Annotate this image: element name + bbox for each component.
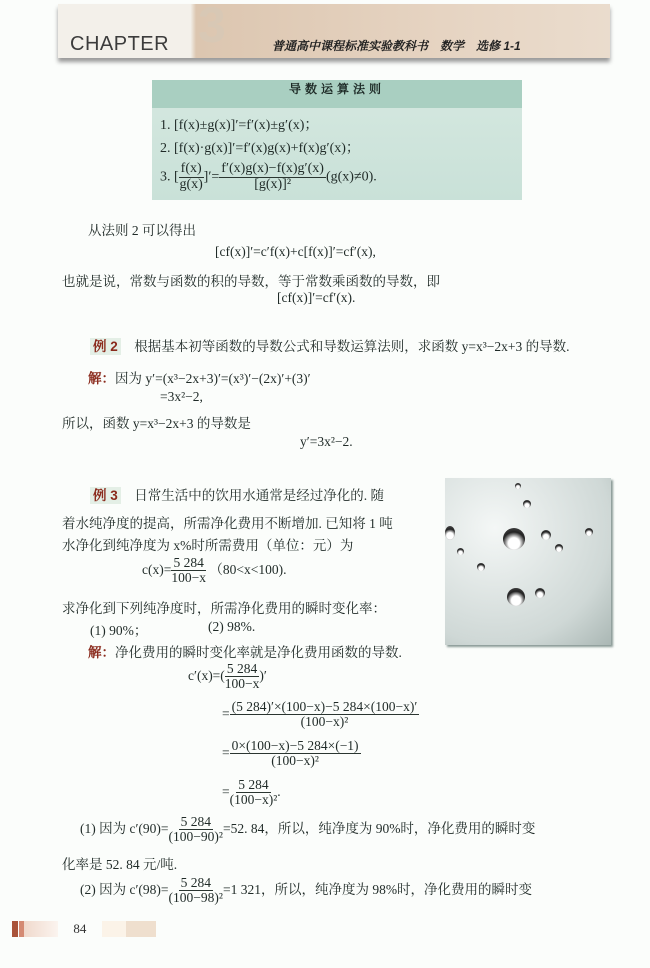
denominator: (100−x)² bbox=[300, 714, 349, 730]
example-text: 根据基本初等函数的导数公式和导数运算法则，求函数 y=x³−2x+3 的导数. bbox=[134, 339, 570, 354]
example-label: 例 2 bbox=[90, 338, 121, 355]
numerator: 5 284 bbox=[180, 875, 211, 890]
lhs: c(x)= bbox=[142, 561, 172, 577]
example-label: 例 3 bbox=[90, 487, 121, 504]
paragraph: 着水纯净度的提高，所需净化费用不断增加. 已知将 1 吨 bbox=[62, 516, 393, 531]
answer-prefix: (1) 因为 c′(90)= bbox=[80, 820, 169, 836]
equation bbox=[142, 556, 286, 585]
equation: y′=3x²−2. bbox=[300, 434, 353, 449]
denominator: g(x) bbox=[179, 176, 203, 192]
solution-label: 解： bbox=[88, 371, 115, 386]
paragraph: 化率是 52. 84 元/吨. bbox=[62, 857, 178, 872]
paragraph: 也就是说，常数与函数的积的导数，等于常数乘函数的导数，即 bbox=[62, 274, 440, 289]
answer-text: =52. 84，所以，纯净度为 90%时，净化费用的瞬时变 bbox=[222, 820, 536, 836]
equation: =3x²−2, bbox=[160, 389, 203, 404]
equation bbox=[222, 700, 419, 729]
equation bbox=[222, 739, 361, 768]
answer-1 bbox=[80, 815, 535, 844]
rules-box bbox=[152, 80, 522, 200]
numerator: f′(x)g(x)−f(x)g′(x) bbox=[221, 161, 324, 176]
solution-line bbox=[88, 367, 311, 387]
equation: [cf(x)]′=c′f(x)+c[f(x)]′=cf′(x), bbox=[215, 244, 376, 259]
answer-text: =1 321，所以，纯净度为 98%时，净化费用的瞬时变 bbox=[222, 881, 533, 897]
condition: （80<x<100). bbox=[209, 561, 287, 577]
numerator: 0×(100−x)−5 284×(−1) bbox=[231, 738, 359, 753]
fraction bbox=[169, 815, 223, 844]
question-1: (1) 90%； bbox=[90, 623, 148, 638]
numerator: 5 284 bbox=[173, 555, 204, 570]
rule-3-number: 3. bbox=[160, 169, 171, 185]
numerator: 5 284 bbox=[238, 777, 269, 792]
equals: = bbox=[222, 705, 230, 721]
numerator: 5 284 bbox=[226, 661, 258, 676]
paragraph: 从法则 2 可以得出 bbox=[88, 223, 196, 238]
chapter-number: 3 bbox=[198, 0, 226, 53]
rule-1: 1. [f(x)±g(x)]′=f′(x)±g′(x)； bbox=[160, 118, 319, 133]
paragraph: 水净化到纯净度为 x%时所需费用（单位：元）为 bbox=[62, 538, 354, 553]
example-2 bbox=[90, 335, 570, 355]
solution-line bbox=[88, 641, 402, 661]
equation bbox=[222, 778, 281, 807]
page-number: 84 bbox=[73, 920, 87, 936]
equation: [cf(x)]′=cf′(x). bbox=[277, 290, 356, 305]
denominator: 100−x bbox=[171, 570, 206, 586]
fraction bbox=[179, 162, 204, 192]
fraction bbox=[169, 876, 223, 905]
equals: = bbox=[222, 744, 230, 760]
rhs: )′ bbox=[259, 667, 267, 683]
example-text: 日常生活中的饮用水通常是经过净化的. 随 bbox=[134, 488, 385, 503]
equation bbox=[188, 662, 267, 691]
fraction bbox=[230, 739, 361, 768]
denominator: 100−x bbox=[224, 676, 260, 692]
period: . bbox=[277, 783, 281, 799]
equals: = bbox=[222, 783, 230, 799]
denominator: [g(x)]² bbox=[254, 176, 292, 192]
solution-text: 净化费用的瞬时变化率就是净化费用函数的导数. bbox=[115, 645, 402, 660]
water-droplets-photo bbox=[445, 478, 611, 645]
numerator: f(x) bbox=[180, 161, 202, 176]
numerator: 5 284 bbox=[180, 814, 211, 829]
denominator: (100−90)² bbox=[168, 829, 223, 845]
fraction bbox=[171, 556, 206, 585]
fraction bbox=[229, 777, 281, 808]
denominator: (100−x)² bbox=[229, 792, 278, 808]
fraction bbox=[225, 662, 260, 691]
rules-title: 导数运算法则 bbox=[152, 80, 522, 108]
lhs: c′(x)=( bbox=[188, 667, 225, 683]
paragraph: 求净化到下列纯净度时，所需净化费用的瞬时变化率： bbox=[62, 601, 386, 616]
fraction bbox=[230, 700, 420, 729]
example-3 bbox=[90, 484, 384, 504]
answer-prefix: (2) 因为 c′(98)= bbox=[80, 881, 169, 897]
question-2: (2) 98%. bbox=[208, 619, 256, 634]
solution-text: 因为 y′=(x³−2x+3)′=(x³)′−(2x)′+(3)′ bbox=[115, 371, 311, 386]
denominator: (100−x)² bbox=[271, 753, 319, 769]
paragraph: 所以，函数 y=x³−2x+3 的导数是 bbox=[62, 416, 251, 431]
rule-3: 3. [ $\frac{f(x)}{g(x)}$ ]′= $\frac{f'(x)g(x)-f(x)g'(x)}{\text{[g(x)]²}}$ (g(x)≠0). bbox=[160, 161, 377, 192]
numerator: (5 284)′×(100−x)−5 284×(100−x)′ bbox=[231, 699, 418, 714]
book-title: 普通高中课程标准实验教科书 数学 选修 1-1 bbox=[272, 39, 521, 53]
fraction bbox=[219, 162, 326, 192]
chapter-header bbox=[58, 0, 610, 58]
solution-label: 解： bbox=[88, 645, 115, 660]
condition: (g(x)≠0). bbox=[325, 169, 377, 185]
answer-2 bbox=[80, 876, 532, 905]
chapter-label: CHAPTER bbox=[70, 33, 170, 55]
denominator: (100−98)² bbox=[168, 890, 223, 906]
page-footer bbox=[12, 920, 156, 937]
rule-2: 2. [f(x)·g(x)]′=f′(x)g(x)+f(x)g′(x)； bbox=[160, 141, 360, 156]
